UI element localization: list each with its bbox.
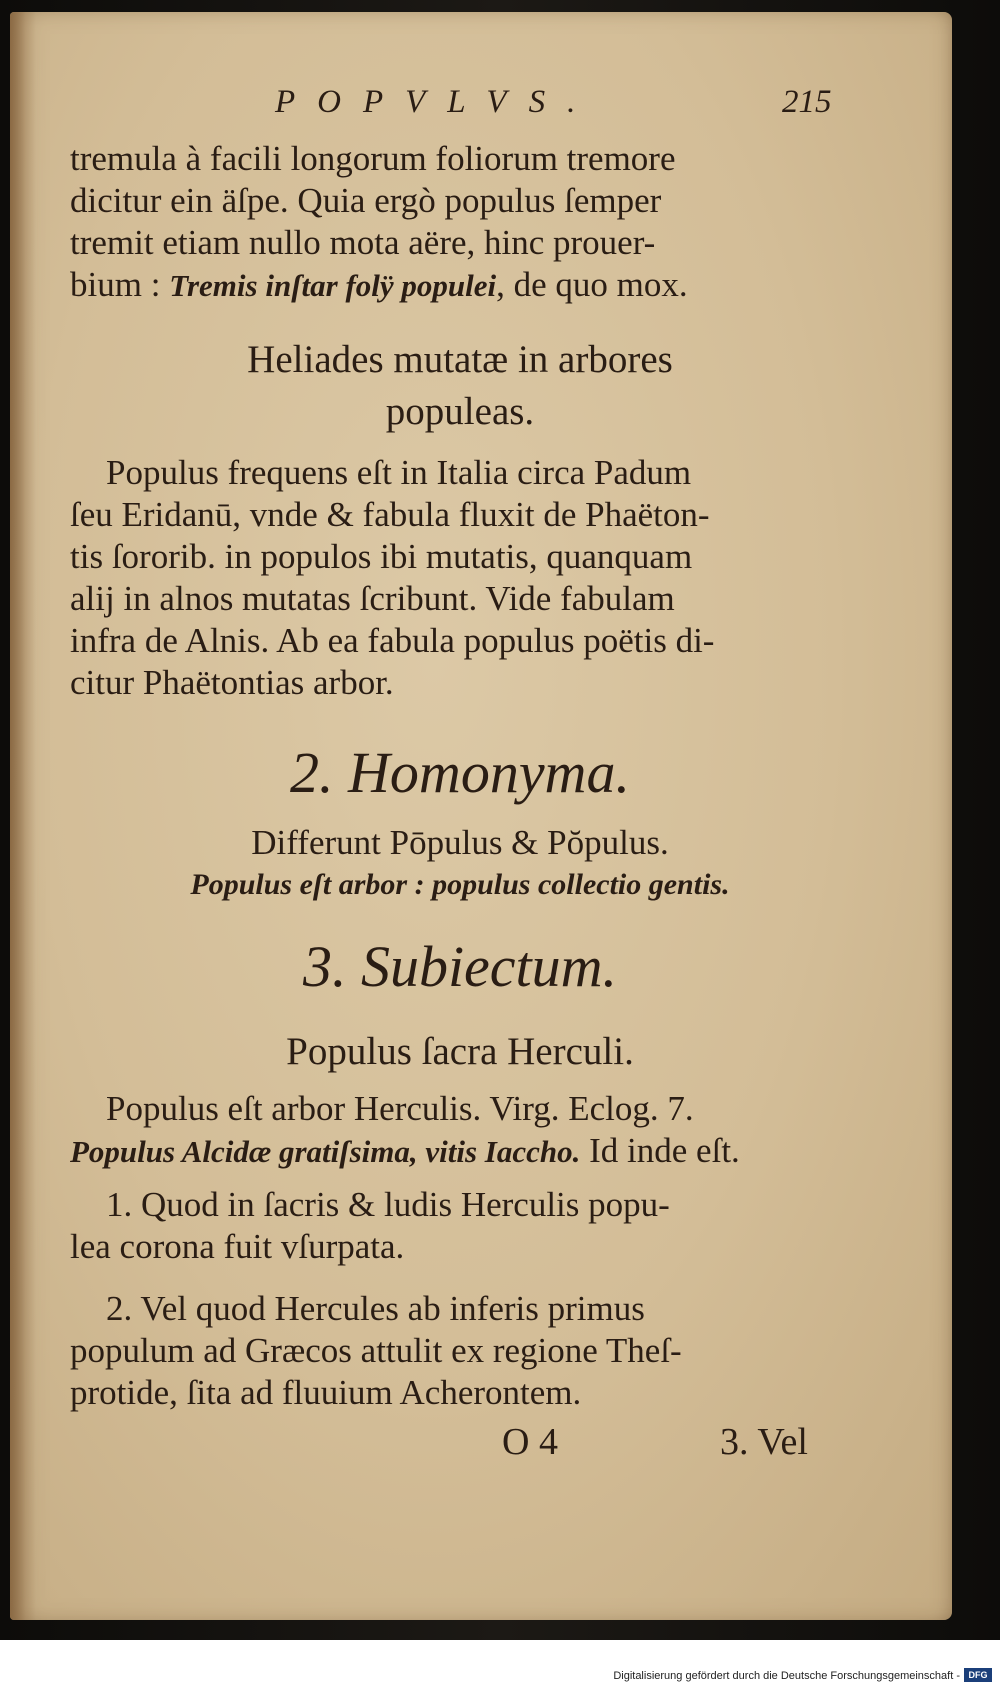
homonyma-paragraph (70, 822, 850, 906)
homonyma-heading: 2. Homonyma. (290, 740, 630, 805)
text-line: citur Phaëtontias arbor. (70, 663, 394, 702)
digitization-credit: Digitalisierung gefördert durch die Deutsche Forschungsgemeinschaft - (613, 1670, 960, 1682)
text-line: protide, ſita ad fluuium Acherontem. (70, 1373, 582, 1412)
text-line: Populus eſt arbor Herculis. Virg. Eclog. 7. (106, 1089, 694, 1128)
text-line: tremula à facili longorum foliorum tremore (70, 139, 676, 178)
subiectum-subheading: Populus ſacra Herculi. (286, 1030, 634, 1073)
text-line: dicitur ein äſpe. Quia ergò populus ſemper (70, 181, 662, 220)
heliades-paragraph (70, 452, 850, 704)
page-number: 215 (782, 84, 832, 120)
heliades-heading (70, 334, 850, 438)
text-line: infra de Alnis. Ab ea fabula populus poëtis di- (70, 621, 715, 660)
text-line: populum ad Græcos attulit ex regione Theſ- (70, 1331, 682, 1370)
reason-1 (70, 1184, 850, 1268)
heading-line: Heliades mutatæ in arbores (247, 338, 673, 381)
subiectum-heading: 3. Subiectum. (302, 934, 618, 999)
catchword: 3. Vel (720, 1421, 808, 1463)
text-line: tremit etiam nullo mota aëre, hinc prouer- (70, 223, 656, 262)
page-body (10, 12, 952, 1620)
text-fragment: bium : (70, 265, 170, 304)
text-line: 2. Vel quod Hercules ab inferis primus (106, 1289, 645, 1328)
text-line: ſeu Eridanū, vnde & fabula fluxit de Phaëton- (70, 495, 710, 534)
running-head: POPVLVS. (275, 84, 598, 120)
proverb-quote: Tremis inſtar folÿ populei (169, 268, 497, 303)
dfg-logo: DFG (964, 1668, 992, 1682)
text-line: tis ſororib. in populos ibi mutatis, quanquam (70, 537, 693, 576)
reason-2 (70, 1288, 850, 1414)
book-page (10, 12, 952, 1620)
subiectum-paragraph (70, 1088, 850, 1173)
text-line: lea corona fuit vſurpata. (70, 1227, 405, 1266)
heading-line: populeas. (385, 390, 535, 433)
text-line: 1. Quod in ſacris & ludis Herculis popu- (106, 1185, 670, 1224)
intro-paragraph (70, 138, 850, 307)
text-line: Populus eſt arbor : populus collectio gentis. (190, 868, 730, 901)
text-line: alij in alnos mutatas ſcribunt. Vide fabulam (70, 579, 675, 618)
virgil-quote: Populus Alcidæ gratiſsima, vitis Iaccho. (70, 1134, 581, 1169)
text-fragment: , de quo mox. (496, 265, 688, 304)
signature-mark: O 4 (502, 1421, 558, 1463)
text-line (70, 264, 850, 307)
text-line (70, 1130, 850, 1173)
text-fragment: Id inde eſt. (580, 1131, 740, 1170)
text-line: Populus frequens eſt in Italia circa Padum (106, 453, 692, 492)
text-line: Differunt Pōpulus & Pŏpulus. (251, 823, 669, 862)
credit-strip (0, 1640, 1000, 1696)
page-footer (70, 1420, 850, 1470)
